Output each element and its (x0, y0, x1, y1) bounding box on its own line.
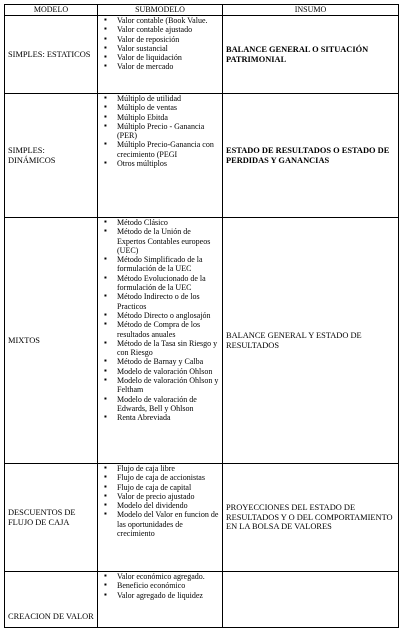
list-item: ▪ Beneficio económico (98, 581, 221, 590)
input-cell: PROYECCIONES DEL ESTADO DE RESULTADOS Y O DEL COMPORTAMIENTO EN LA BOLSA DE VALORES (223, 464, 399, 572)
model-cell: CREACION DE VALOR (5, 572, 98, 628)
list-item: ▪ Método Simplificado de la formulación de la UEC (98, 255, 221, 274)
list-item: ▪ Flujo de caja libre (98, 464, 221, 473)
model-cell: MIXTOS (5, 218, 98, 464)
table-body (5, 16, 399, 628)
submodel-list (98, 572, 222, 600)
list-item: ▪ Método de la Unión de Expertos Contables europeos (UEC) (98, 227, 221, 255)
list-item: ▪ Renta Abreviada (98, 413, 221, 422)
submodel-cell (98, 572, 223, 628)
header-submodelo: SUBMODELO (98, 5, 223, 16)
model-cell: DESCUENTOS DE FLUJO DE CAJA (5, 464, 98, 572)
list-item: ▪ Valor económico agregado. (98, 572, 221, 581)
list-item: ▪ Otros múltiplos (98, 159, 221, 168)
list-item: ▪ Valor agregado de liquidez (98, 591, 221, 600)
list-item: ▪ Método Clásico (98, 218, 221, 227)
submodel-cell (98, 94, 223, 218)
table-row (5, 464, 399, 572)
header-insumo: INSUMO (223, 5, 399, 16)
list-item: ▪ Valor de mercado (98, 62, 221, 71)
list-item: ▪ Modelo de valoración Ohlson (98, 367, 221, 376)
valuation-models-table (4, 4, 399, 628)
list-item: ▪ Valor contable ajustado (98, 25, 221, 34)
header-modelo: MODELO (5, 5, 98, 16)
list-item: ▪ Valor contable (Book Value. (98, 16, 221, 25)
list-item: ▪ Método Indirecto o de los Practicos (98, 292, 221, 311)
list-item: ▪ Modelo del Valor en funcion de las oportunidades de crecimiento (98, 510, 221, 538)
list-item: ▪ Método de la Tasa sin Riesgo y con Riesgo (98, 339, 221, 358)
input-cell: BALANCE GENERAL O SITUACIÓN PATRIMONIAL (223, 16, 399, 94)
list-item: ▪ Múltiplo Ebitda (98, 113, 221, 122)
list-item: ▪ Modelo del dividendo (98, 501, 221, 510)
table-row (5, 94, 399, 218)
list-item: ▪ Múltiplo de ventas (98, 103, 221, 112)
input-cell: ESTADO DE RESULTADOS O ESTADO DE PERDIDAS Y GANANCIAS (223, 94, 399, 218)
table-row (5, 218, 399, 464)
submodel-list (98, 16, 222, 72)
list-item: ▪ Método Evolucionado de la formulación de la UEC (98, 274, 221, 293)
submodel-cell (98, 218, 223, 464)
model-cell: SIMPLES: ESTATICOS (5, 16, 98, 94)
submodel-list (98, 464, 222, 538)
list-item: ▪ Valor de reposición (98, 35, 221, 44)
table-row (5, 16, 399, 94)
list-item: ▪ Valor de liquidación (98, 53, 221, 62)
list-item: ▪ Múltiplo Precio - Ganancia (PER) (98, 122, 221, 141)
table-row (5, 572, 399, 628)
list-item: ▪ Modelo de valoración de Edwards, Bell y Ohlson (98, 395, 221, 414)
list-item: ▪ Modelo de valoración Ohlson y Feltham (98, 376, 221, 395)
list-item: ▪ Valor de precio ajustado (98, 492, 221, 501)
input-cell (223, 572, 399, 628)
list-item: ▪ Método de Compra de los resultados anuales (98, 320, 221, 339)
list-item: ▪ Flujo de caja de capital (98, 483, 221, 492)
list-item: ▪ Múltiplo Precio-Ganancia con crecimiento (PEGI (98, 140, 221, 159)
submodel-list (98, 218, 222, 423)
list-item: ▪ Múltiplo de utilidad (98, 94, 221, 103)
list-item: ▪ Método Directo o anglosajón (98, 311, 221, 320)
submodel-cell (98, 16, 223, 94)
list-item: ▪ Valor sustancial (98, 44, 221, 53)
submodel-cell (98, 464, 223, 572)
input-cell: BALANCE GENERAL Y ESTADO DE RESULTADOS (223, 218, 399, 464)
list-item: ▪ Flujo de caja de accionistas (98, 473, 221, 482)
submodel-list (98, 94, 222, 168)
header-row (5, 5, 399, 16)
list-item: ▪ Método de Barnay y Calba (98, 357, 221, 366)
model-cell: SIMPLES: DINÁMICOS (5, 94, 98, 218)
